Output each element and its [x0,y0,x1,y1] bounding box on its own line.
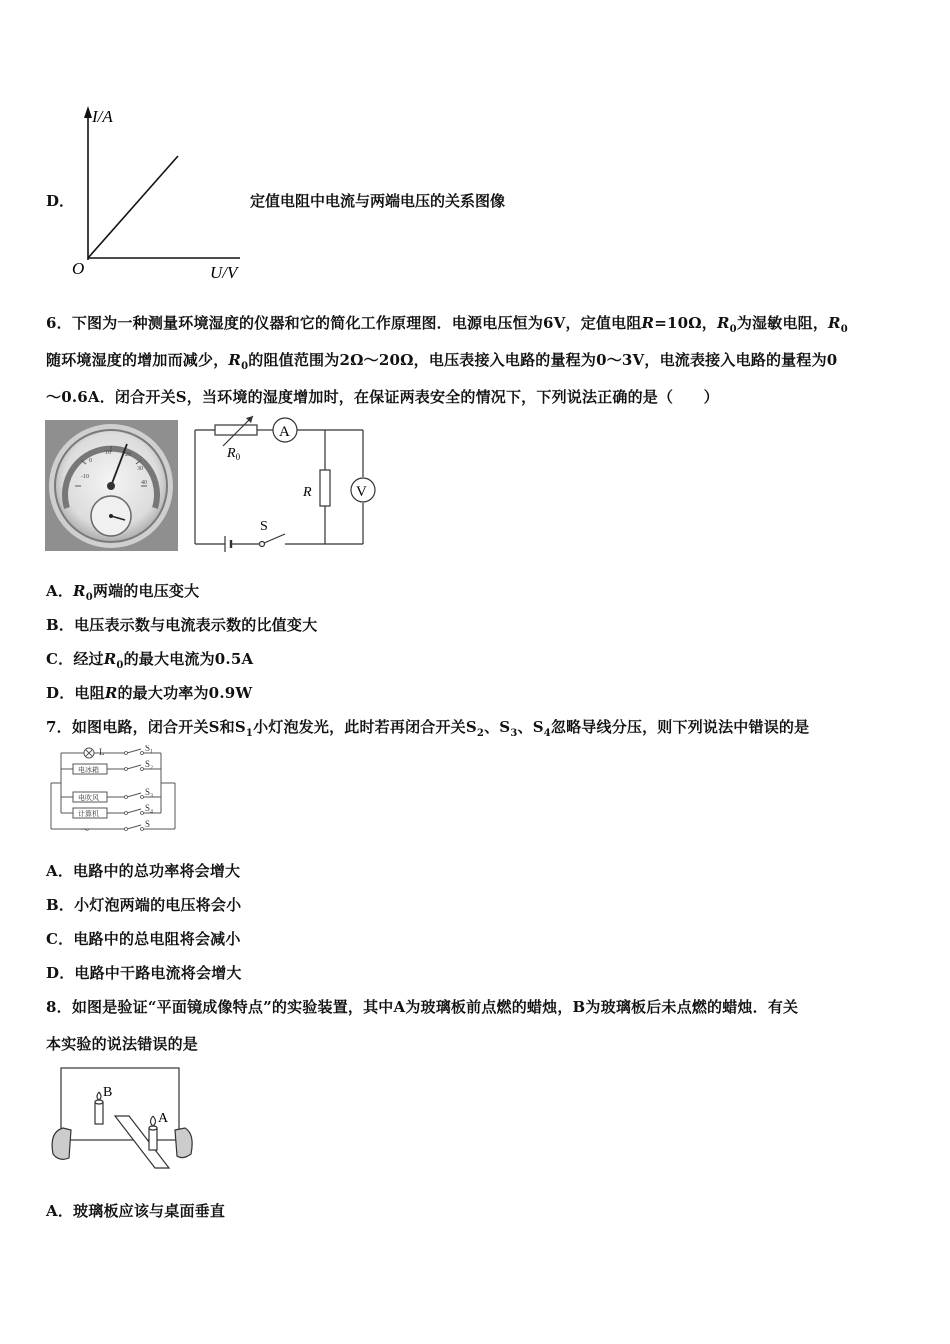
switch-s-label: S [260,519,268,534]
current-voltage-graph [60,100,260,285]
mirror-experiment-figure [45,1062,200,1177]
hygrometer-photo [45,420,178,551]
q8-option-a: A．玻璃板应该与桌面垂直 [46,1202,226,1220]
switch-s1-label: S₁ [145,745,154,753]
svg-text:10: 10 [105,450,111,456]
x-axis-label: U/V [210,263,238,282]
q6-stem-line1: 6．下图为一种测量环境湿度的仪器和它的简化工作原理图．电源电压恒为6V，定值电阻R=10Ω，$R_0$为湿敏电阻，$R_0$ [46,314,848,335]
device-computer-label: 计算机 [78,810,99,818]
svg-text:-10: -10 [81,474,89,480]
switch-s3-label: S₃ [145,787,154,797]
q6-option-d: D．电阻R的最大功率为0.9W [46,684,253,702]
q7-stem: 7．如图电路，闭合开关S和$S_1$小灯泡发光，此时若再闭合开关$S_2$、$S_3$、$S_4$忽略导线分压，则下列说法中错误的是 [46,718,810,739]
voltmeter-label: V [356,484,367,500]
q6-option-b: B．电压表示数与电流表示数的比值变大 [46,616,318,634]
candle-a-label: A [158,1111,169,1126]
origin-label: O [72,259,85,278]
resistor-r-label: R [303,485,312,500]
ammeter-label: A [279,424,290,440]
q7-option-c: C．电路中的总电阻将会减小 [46,930,241,948]
device-hairdryer-label: 电吹风 [78,794,99,802]
q8-stem-line2: 本实验的说法错误的是 [46,1035,199,1053]
y-axis-label: I/A [92,107,113,126]
resistor-r0-label: $R_0$ [227,446,241,462]
svg-text:30: 30 [137,466,143,472]
switch-s2-label: S₂ [145,759,154,769]
svg-text:20: 20 [125,452,131,458]
option-d-label: D． [46,192,75,210]
q6-option-a: A．$R_0$两端的电压变大 [46,582,200,603]
q6-stem-line2: 随环境湿度的增加而减少，$R_0$的阻值范围为2Ω～20Ω，电压表接入电路的量程为0～3V，电流表接入电路的量程为0 [46,351,838,372]
q7-circuit-diagram [45,745,185,835]
svg-text:0: 0 [89,458,92,464]
device-fridge-label: 电冰箱 [78,766,99,774]
svg-text:40: 40 [141,480,147,486]
q6-stem-line3: ～0.6A．闭合开关S，当环境的湿度增加时，在保证两表安全的情况下，下列说法正确的是（ ） [46,388,719,406]
ac-source-symbol: ～ [81,825,91,835]
q8-stem-line1: 8．如图是验证“平面镜成像特点”的实验装置，其中A为玻璃板前点燃的蜡烛，B为玻璃板后未点燃的蜡烛．有关 [46,998,799,1016]
q7-option-a: A．电路中的总功率将会增大 [46,862,241,880]
q7-option-b: B．小灯泡两端的电压将会小 [46,896,242,914]
switch-s4-label: S₄ [145,803,154,813]
q7-option-d: D．电路中干路电流将会增大 [46,964,242,982]
candle-b-label: B [103,1085,113,1100]
q6-circuit-diagram [185,412,385,557]
q6-option-c: C．经过$R_0$的最大电流为0.5A [46,650,254,671]
option-d-caption: 定值电阻中电流与两端电压的关系图像 [250,192,506,210]
lamp-label: L [99,747,105,757]
switch-s-label: S [145,819,151,829]
